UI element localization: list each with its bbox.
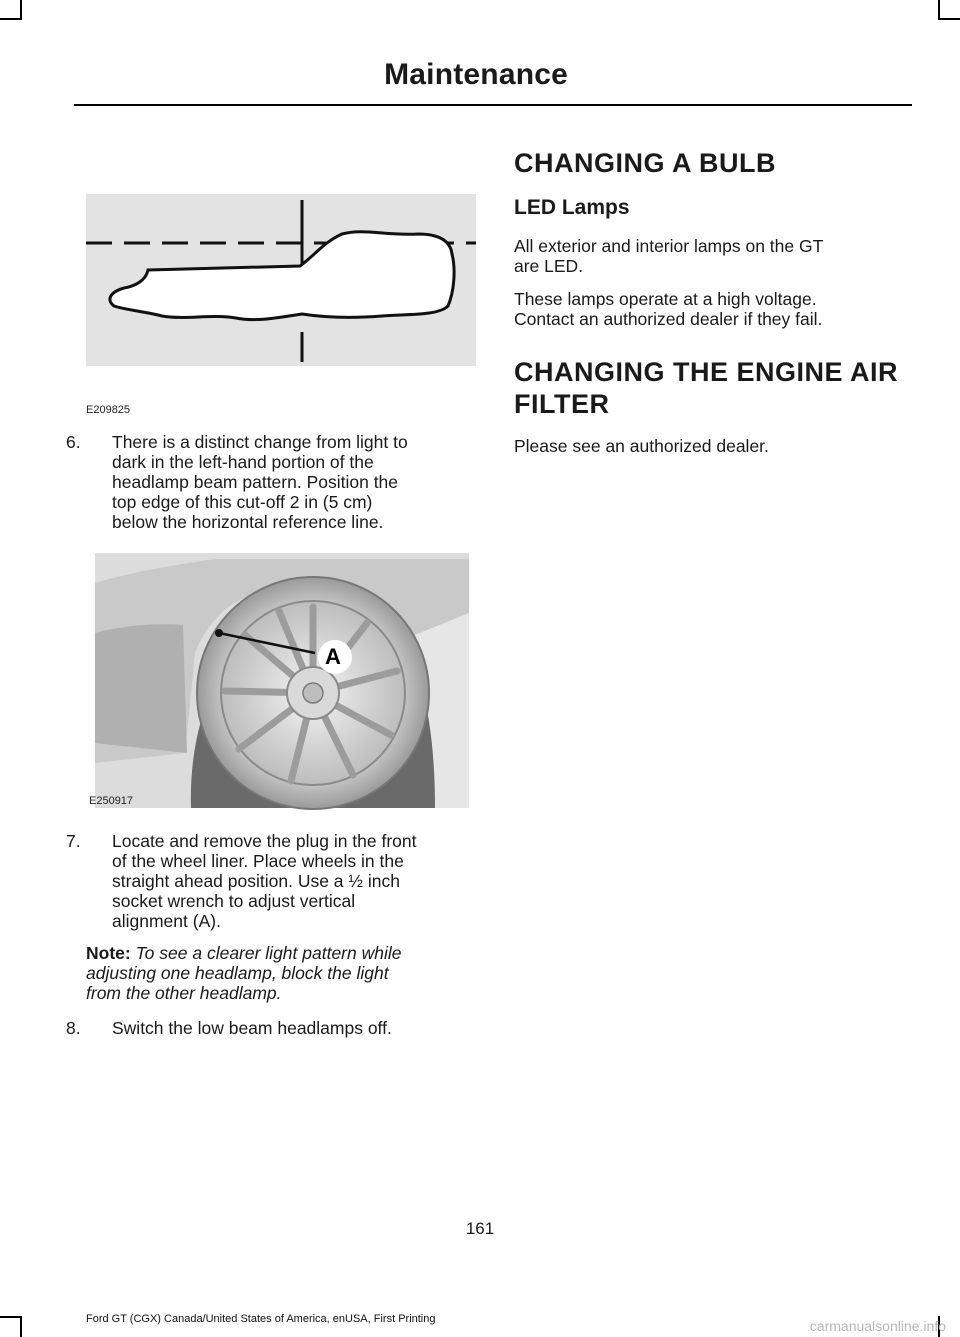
- crop-mark: [20, 1316, 22, 1337]
- paragraph-line: These lamps operate at a high voltage.: [514, 289, 817, 309]
- section-heading: [514, 356, 898, 420]
- step-text: Switch the low beam headlamps off.: [112, 1018, 392, 1038]
- note-line: [86, 943, 486, 963]
- step-line: below the horizontal reference line.: [112, 512, 384, 532]
- crop-mark: [0, 1316, 22, 1318]
- paragraph-line: All exterior and interior lamps on the GT: [514, 236, 824, 256]
- paragraph-line: Contact an authorized dealer if they fail.: [514, 309, 823, 329]
- step-line: top edge of this cut-off 2 in (5 cm): [112, 492, 373, 512]
- step-8: [66, 1018, 486, 1042]
- crop-mark: [20, 0, 22, 20]
- step-number: 8.: [66, 1018, 81, 1038]
- heading-line: CHANGING THE ENGINE AIR: [514, 357, 899, 387]
- step-text: [112, 831, 417, 931]
- section-heading: CHANGING A BULB: [514, 148, 776, 178]
- page-title: Maintenance: [384, 58, 568, 91]
- paragraph: [514, 289, 914, 329]
- figure-code: E250917: [89, 795, 134, 807]
- note: [86, 943, 486, 1003]
- step-7: [66, 831, 486, 941]
- note-text: adjusting one headlamp, block the light: [86, 963, 389, 983]
- heading-line: FILTER: [514, 389, 610, 419]
- step-line: of the wheel liner. Place wheels in the: [112, 851, 404, 871]
- step-line: alignment (A).: [112, 911, 221, 931]
- crop-mark: [938, 0, 940, 20]
- note-text: To see a clearer light pattern while: [135, 943, 402, 963]
- step-line: headlamp beam pattern. Position the: [112, 472, 399, 492]
- header-rule: [74, 104, 912, 106]
- footer-text: Ford GT (CGX) Canada/United States of America, enUSA, First Printing: [86, 1313, 436, 1325]
- wheel-liner-figure: [89, 553, 469, 808]
- step-line: straight ahead position. Use a ½ inch: [112, 871, 400, 891]
- crop-mark: [938, 18, 960, 20]
- paragraph: Please see an authorized dealer.: [514, 436, 769, 456]
- watermark: carmanualsonline.info: [809, 1318, 946, 1334]
- step-6: [66, 432, 486, 542]
- note-label: Note:: [86, 943, 131, 963]
- paragraph: [514, 236, 914, 276]
- step-line: dark in the left-hand portion of the: [112, 452, 374, 472]
- step-line: There is a distinct change from light to: [112, 432, 408, 452]
- page-number: 161: [465, 1219, 495, 1238]
- step-number: 7.: [66, 831, 81, 851]
- figure-code: E209825: [86, 404, 131, 416]
- crop-mark: [0, 18, 22, 20]
- step-line: Locate and remove the plug in the front: [112, 831, 417, 851]
- callout-label: A: [325, 644, 341, 669]
- beam-pattern-diagram: [86, 194, 476, 366]
- sub-heading: LED Lamps: [514, 196, 630, 219]
- paragraph-line: are LED.: [514, 256, 584, 276]
- step-line: socket wrench to adjust vertical: [112, 891, 356, 911]
- beam-pattern-figure: [86, 194, 476, 366]
- note-text: from the other headlamp.: [86, 983, 282, 1003]
- step-text: [112, 432, 408, 532]
- step-number: 6.: [66, 432, 81, 452]
- wheel-illustration: [95, 553, 469, 808]
